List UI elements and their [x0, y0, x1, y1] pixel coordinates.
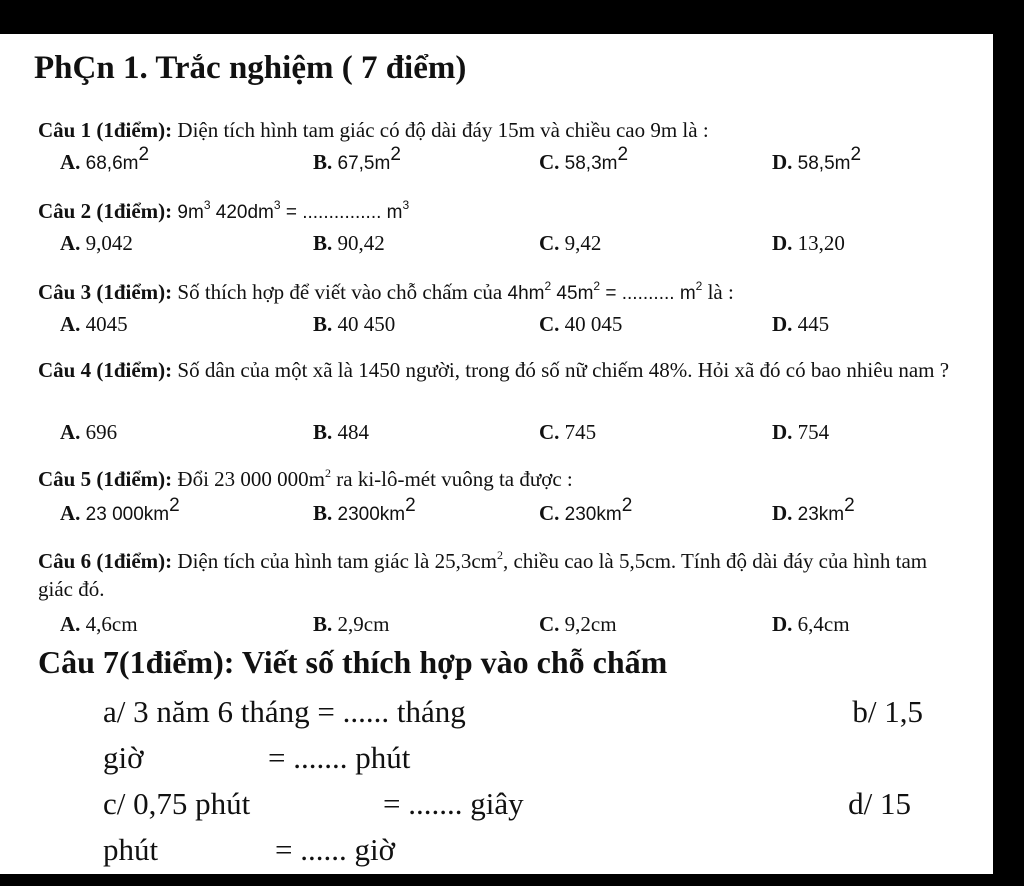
q4-option-d[interactable]: D. 754	[772, 420, 830, 444]
q7-item-b-blank[interactable]: = ....... phút	[268, 740, 411, 775]
question-5-text: Đổi 23 000 $000m^2$ ra ki-lô-mét vuông ta được :	[172, 466, 573, 491]
q4-option-b[interactable]: B. 484	[313, 420, 370, 444]
q2-option-b[interactable]: B. 90,42	[313, 231, 385, 255]
q2-option-d[interactable]: D. 13,20	[772, 231, 845, 255]
q7-line-3	[103, 782, 923, 826]
q3-option-a[interactable]: A. 4045	[60, 312, 128, 336]
question-6-label: Câu 6 (1điểm):	[38, 549, 173, 573]
question-1-label: Câu 1 (1điểm):	[38, 118, 173, 142]
q7-line-4	[103, 828, 923, 872]
q5-option-d[interactable]: D. $23km^2$	[772, 495, 855, 525]
question-2-options	[0, 229, 993, 257]
q5-option-b[interactable]: B. $2300km^2$	[313, 495, 416, 525]
q1-option-c[interactable]: C. $58,3m^2$	[539, 144, 629, 174]
q4-option-c[interactable]: C. 745	[539, 420, 597, 444]
q1-option-d[interactable]: D. $58,5m^2$	[772, 144, 862, 174]
question-5-options	[0, 495, 993, 527]
q1-option-a[interactable]: A. $68,6m^2$	[60, 144, 150, 174]
q4-option-a[interactable]: A. 696	[60, 420, 118, 444]
q5-option-c[interactable]: C. $230km^2$	[539, 495, 633, 525]
question-4-label: Câu 4 (1điểm):	[38, 358, 173, 382]
question-4-text: Số dân của một xã là 1450 người, trong đó số nữ chiếm 48%. Hỏi xã đó có bao nhiêu nam ?	[172, 358, 950, 382]
q7-item-d-unit: phút	[103, 832, 159, 867]
q7-item-b-unit: giờ	[103, 740, 144, 775]
q5-option-a[interactable]: A. 23 $000km^2$	[60, 495, 180, 525]
worksheet-page	[0, 34, 993, 874]
question-4-options	[0, 418, 993, 446]
question-3-tail: là :	[702, 280, 734, 304]
question-3-options	[0, 310, 993, 338]
question-1-options	[0, 144, 993, 176]
section-title: PhÇn 1. Trắc nghiệm ( 7 điểm)	[34, 50, 467, 86]
question-1	[38, 116, 965, 144]
question-5-label: Câu 5 (1điểm):	[38, 467, 173, 491]
q7-line-2	[103, 736, 923, 780]
q7-item-c-start: c/ 0,75 phút	[103, 786, 251, 821]
question-7-title: Câu 7(1điểm): Viết số thích hợp vào chỗ chấm	[38, 644, 668, 680]
q1-option-b[interactable]: B. $67,5m^2$	[313, 144, 401, 174]
q7-item-a[interactable]: a/ 3 năm 6 tháng = ...... tháng	[103, 694, 466, 729]
q6-option-b[interactable]: B. 2,9cm	[313, 612, 390, 636]
question-6-text: Diện tích của hình tam giác là $25,3cm^2$, chiều cao là 5,5cm. Tính độ dài đáy của hình tam giác đó.	[38, 548, 928, 601]
question-4	[38, 356, 965, 384]
question-3-expression: $4hm^2$ $45m^2$ = .......... $m^2$	[507, 279, 703, 304]
q7-item-c-blank[interactable]: = ....... giây	[383, 786, 524, 821]
question-5	[38, 465, 965, 493]
question-2	[38, 197, 965, 227]
question-6	[38, 547, 965, 603]
question-2-label: Câu 2 (1điểm):	[38, 199, 173, 223]
q2-option-c[interactable]: C. 9,42	[539, 231, 602, 255]
q3-option-b[interactable]: B. 40 450	[313, 312, 396, 336]
question-2-expression: $9m^3$ $420dm^3$ = ............... $m^3$	[177, 198, 410, 223]
question-3-text: Số thích hợp để viết vào chỗ chấm của	[172, 280, 508, 304]
q3-option-d[interactable]: D. 445	[772, 312, 830, 336]
question-3-label: Câu 3 (1điểm):	[38, 280, 173, 304]
q3-option-c[interactable]: C. 40 045	[539, 312, 623, 336]
q6-option-a[interactable]: A. 4,6cm	[60, 612, 138, 636]
q7-item-d-start[interactable]: d/ 15	[848, 786, 911, 821]
question-6-options	[0, 610, 993, 638]
q7-item-b-start[interactable]: b/ 1,5	[852, 694, 923, 729]
question-1-text: Diện tích hình tam giác có độ dài đáy 15m và chiều cao 9m là :	[172, 118, 709, 142]
q6-option-d[interactable]: D. 6,4cm	[772, 612, 850, 636]
q7-line-1	[103, 690, 923, 734]
q7-item-d-blank[interactable]: = ...... giờ	[275, 832, 395, 867]
q2-option-a[interactable]: A. 9,042	[60, 231, 133, 255]
q6-option-c[interactable]: C. 9,2cm	[539, 612, 617, 636]
question-3	[38, 278, 965, 308]
